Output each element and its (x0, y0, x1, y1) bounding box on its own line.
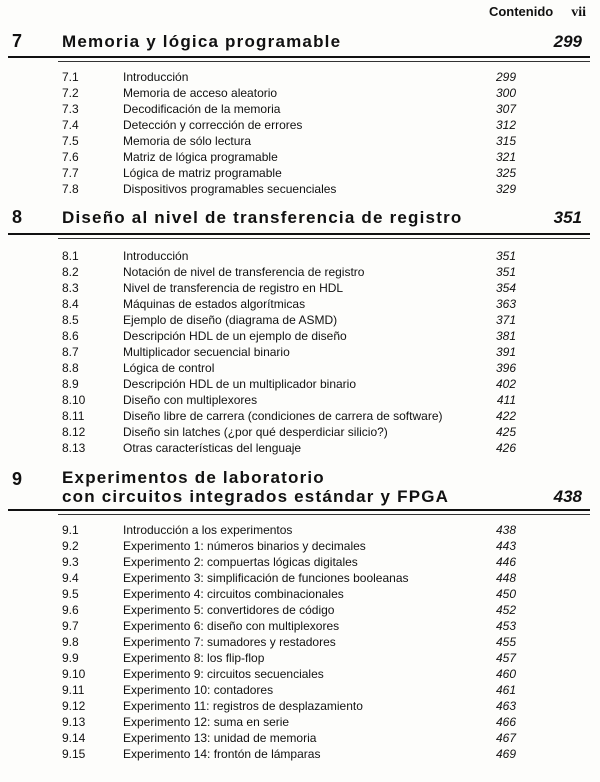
section-number: 9.3 (62, 555, 79, 569)
toc-entry (0, 376, 600, 392)
toc-entry (0, 101, 600, 117)
section-number: 9.1 (62, 523, 79, 537)
chapter-7-sections (0, 69, 600, 197)
section-title: Lógica de matriz programable (123, 166, 282, 180)
section-page: 299 (495, 70, 516, 84)
section-page: 391 (495, 345, 516, 359)
section-number: 9.7 (62, 619, 79, 633)
section-number: 8.9 (62, 377, 79, 391)
toc-entry (0, 181, 600, 197)
section-page: 325 (495, 166, 516, 180)
section-number: 9.15 (62, 747, 86, 761)
section-title: Experimento 5: convertidores de código (123, 603, 335, 617)
toc-entry (0, 133, 600, 149)
section-page: 455 (495, 635, 516, 649)
section-number: 8.12 (62, 425, 86, 439)
section-number: 9.2 (62, 539, 79, 553)
chapter-8-sections (0, 248, 600, 456)
chapter-number: 7 (12, 31, 23, 51)
section-number: 7.7 (62, 166, 79, 180)
section-page: 363 (495, 297, 516, 311)
section-number: 9.8 (62, 635, 79, 649)
section-title: Descripción HDL de un ejemplo de diseño (123, 329, 347, 343)
chapter-7 (0, 30, 600, 56)
section-page: 396 (495, 361, 516, 375)
section-title: Experimento 6: diseño con multiplexores (123, 619, 340, 633)
section-page: 467 (495, 731, 516, 745)
chapter-rule (8, 56, 590, 58)
section-number: 9.14 (62, 731, 86, 745)
chapter-heading (0, 466, 600, 508)
section-title: Notación de nivel de transferencia de registro (123, 265, 365, 279)
section-page: 371 (495, 313, 516, 327)
section-page: 450 (495, 587, 516, 601)
section-title: Máquinas de estados algorítmicas (123, 297, 306, 311)
section-number: 9.6 (62, 603, 79, 617)
chapter-8 (0, 206, 600, 232)
chapter-rule-thin (58, 514, 590, 515)
chapter-title: Memoria y lógica programable (62, 32, 342, 51)
toc-entry (0, 746, 600, 762)
section-title: Experimento 10: contadores (123, 683, 274, 697)
section-number: 8.5 (62, 313, 79, 327)
section-title: Ejemplo de diseño (diagrama de ASMD) (123, 313, 338, 327)
toc-entry (0, 602, 600, 618)
section-title: Nivel de transferencia de registro en HDL (123, 281, 344, 295)
section-page: 402 (495, 377, 516, 391)
section-page: 466 (495, 715, 516, 729)
toc-entry (0, 149, 600, 165)
chapter-9-sections (0, 522, 600, 762)
section-title: Experimento 2: compuertas lógicas digitales (123, 555, 358, 569)
chapter-rule-thin (58, 238, 590, 239)
section-page: 438 (495, 523, 516, 537)
section-number: 9.12 (62, 699, 86, 713)
section-page: 426 (495, 441, 516, 455)
section-title: Experimento 12: suma en serie (123, 715, 290, 729)
section-number: 8.7 (62, 345, 79, 359)
section-number: 8.2 (62, 265, 79, 279)
section-title: Descripción HDL de un multiplicador binario (123, 377, 356, 391)
toc-entry (0, 69, 600, 85)
toc-entry (0, 634, 600, 650)
section-number: 8.4 (62, 297, 79, 311)
chapter-number: 8 (12, 207, 23, 227)
toc-entry (0, 586, 600, 602)
toc-entry (0, 522, 600, 538)
section-page: 461 (495, 683, 516, 697)
toc-entry (0, 730, 600, 746)
section-number: 8.1 (62, 249, 79, 263)
chapter-number: 9 (12, 469, 23, 489)
toc-entry (0, 392, 600, 408)
section-title: Memoria de acceso aleatorio (123, 86, 278, 100)
section-page: 307 (495, 102, 516, 116)
toc-entry (0, 117, 600, 133)
section-page: 457 (495, 651, 516, 665)
section-number: 9.4 (62, 571, 79, 585)
section-page: 452 (495, 603, 516, 617)
chapter-9 (0, 466, 600, 508)
section-number: 8.11 (62, 409, 85, 423)
section-page: 411 (496, 393, 516, 407)
chapter-title: Diseño al nivel de transferencia de registro (62, 208, 463, 227)
toc-entry (0, 714, 600, 730)
section-page: 443 (495, 539, 516, 553)
toc-entry (0, 280, 600, 296)
section-page: 448 (495, 571, 516, 585)
toc-entry (0, 698, 600, 714)
section-page: 453 (495, 619, 516, 633)
section-page: 354 (495, 281, 516, 295)
section-number: 9.10 (62, 667, 86, 681)
section-title: Experimento 13: unidad de memoria (123, 731, 317, 745)
section-title: Introducción a los experimentos (123, 523, 293, 537)
toc-entry (0, 440, 600, 456)
section-number: 7.4 (62, 118, 79, 132)
section-number: 9.9 (62, 651, 79, 665)
section-title: Experimento 4: circuitos combinacionales (123, 587, 344, 601)
section-title: Experimento 7: sumadores y restadores (123, 635, 336, 649)
header-title: Contenido (488, 4, 554, 19)
section-title: Diseño con multiplexores (123, 393, 258, 407)
section-title: Experimento 8: los flip-flop (123, 651, 265, 665)
section-title: Memoria de sólo lectura (123, 134, 252, 148)
section-page: 351 (495, 265, 516, 279)
section-page: 460 (495, 667, 516, 681)
section-title: Matriz de lógica programable (123, 150, 278, 164)
section-title: Experimento 14: frontón de lámparas (123, 747, 321, 761)
toc-entry (0, 165, 600, 181)
toc-entry (0, 360, 600, 376)
section-title: Lógica de control (123, 361, 215, 375)
chapter-title-line-2: con circuitos integrados estándar y FPGA (62, 487, 450, 506)
section-title: Introducción (123, 249, 189, 263)
section-number: 8.3 (62, 281, 79, 295)
section-page: 425 (495, 425, 516, 439)
section-page: 381 (495, 329, 516, 343)
section-title: Experimento 1: números binarios y decimales (123, 539, 366, 553)
section-page: 446 (495, 555, 516, 569)
section-title: Diseño sin latches (¿por qué desperdiciar silicio?) (123, 425, 388, 439)
section-page: 463 (495, 699, 516, 713)
toc-entry (0, 248, 600, 264)
toc-entry (0, 296, 600, 312)
section-page: 315 (495, 134, 516, 148)
header-page-number: vii (571, 5, 586, 20)
chapter-title-line-1: Experimentos de laboratorio (62, 468, 325, 487)
section-title: Dispositivos programables secuenciales (123, 182, 337, 196)
toc-entry (0, 570, 600, 586)
toc-entry (0, 328, 600, 344)
toc-entry (0, 554, 600, 570)
section-title: Diseño libre de carrera (condiciones de carrera de software) (123, 409, 443, 423)
toc-entry (0, 424, 600, 440)
toc-entry (0, 650, 600, 666)
toc-entry (0, 666, 600, 682)
section-number: 8.10 (62, 393, 86, 407)
chapter-page: 351 (553, 208, 582, 227)
section-number: 8.8 (62, 361, 79, 375)
section-title: Experimento 3: simplificación de funciones booleanas (123, 571, 409, 585)
chapter-heading (0, 206, 600, 232)
section-page: 321 (495, 150, 516, 164)
chapter-heading (0, 30, 600, 56)
section-page: 351 (495, 249, 516, 263)
chapter-page: 438 (553, 487, 582, 506)
toc-entry (0, 538, 600, 554)
section-number: 7.8 (62, 182, 79, 196)
toc-entry (0, 85, 600, 101)
section-page: 422 (495, 409, 516, 423)
running-header (489, 4, 586, 21)
section-number: 9.13 (62, 715, 86, 729)
section-title: Otras características del lenguaje (123, 441, 302, 455)
section-page: 469 (495, 747, 516, 761)
section-title: Experimento 9: circuitos secuenciales (123, 667, 324, 681)
toc-entry (0, 344, 600, 360)
toc-entry (0, 312, 600, 328)
section-page: 300 (495, 86, 516, 100)
section-title: Decodificación de la memoria (123, 102, 281, 116)
toc-entry (0, 682, 600, 698)
section-title: Experimento 11: registros de desplazamiento (123, 699, 363, 713)
section-number: 7.5 (62, 134, 79, 148)
section-page: 312 (495, 118, 516, 132)
chapter-rule (8, 233, 590, 235)
section-number: 7.6 (62, 150, 79, 164)
section-title: Multiplicador secuencial binario (123, 345, 290, 359)
toc-entry (0, 408, 600, 424)
section-number: 9.11 (62, 683, 85, 697)
chapter-page: 299 (553, 32, 582, 51)
section-number: 8.6 (62, 329, 79, 343)
section-number: 8.13 (62, 441, 86, 455)
toc-entry (0, 264, 600, 280)
section-number: 7.1 (62, 70, 79, 84)
section-number: 7.3 (62, 102, 79, 116)
section-title: Introducción (123, 70, 189, 84)
section-number: 9.5 (62, 587, 79, 601)
toc-entry (0, 618, 600, 634)
chapter-rule (8, 509, 590, 511)
chapter-rule-thin (58, 61, 590, 62)
section-number: 7.2 (62, 86, 79, 100)
section-title: Detección y corrección de errores (123, 118, 303, 132)
section-page: 329 (495, 182, 516, 196)
